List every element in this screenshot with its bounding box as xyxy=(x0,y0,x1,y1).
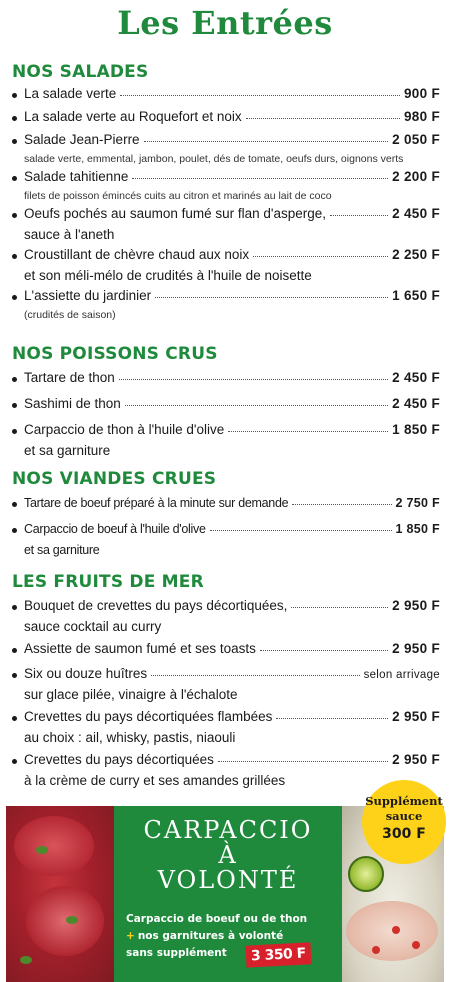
item-description: sauce cocktail au curry xyxy=(24,619,162,634)
menu-item xyxy=(0,752,450,790)
banner-desc-line: sans supplément xyxy=(126,947,227,959)
bullet-icon xyxy=(12,759,17,764)
item-description: sauce à l'aneth xyxy=(24,227,115,242)
menu-item xyxy=(0,641,450,661)
menu-item xyxy=(0,666,450,704)
section-poissons-crus xyxy=(0,342,450,460)
banner-title-line: À xyxy=(218,841,238,869)
item-name: Crevettes du pays décortiquées flambées xyxy=(24,709,273,724)
item-name: Sashimi de thon xyxy=(24,396,121,411)
item-price: 1 850 F xyxy=(392,422,440,437)
menu-item xyxy=(0,598,450,636)
dot-leader xyxy=(228,420,388,432)
item-name: Carpaccio de thon à l'huile d'olive xyxy=(24,422,225,437)
dot-leader xyxy=(132,167,388,179)
beef-carpaccio-photo xyxy=(6,806,114,982)
item-name: Bouquet de crevettes du pays décortiquées, xyxy=(24,598,288,613)
item-description: salade verte, emmental, jambon, poulet, dés de tomate, oeufs durs, oignons verts xyxy=(24,153,404,165)
tomato-dice xyxy=(372,946,380,954)
dot-leader xyxy=(276,707,388,719)
item-description: à la crème de curry et ses amandes grillées xyxy=(24,773,286,788)
section-title: NOS POISSONS CRUS xyxy=(12,344,218,364)
banner-desc-text: nos garnitures à volonté xyxy=(137,930,284,942)
lime-slice xyxy=(348,856,384,892)
item-description: (crudités de saison) xyxy=(24,309,116,321)
dot-leader xyxy=(120,84,400,96)
meat-slice xyxy=(26,886,104,956)
item-description: et sa garniture xyxy=(24,443,111,458)
bullet-icon xyxy=(12,673,17,678)
dot-leader xyxy=(151,664,359,676)
dot-leader xyxy=(210,519,392,531)
menu-item xyxy=(0,495,450,515)
item-price: 900 F xyxy=(403,86,440,101)
banner-promo-panel xyxy=(114,806,342,982)
supplement-label: Supplément xyxy=(365,794,443,808)
tomato-dice xyxy=(412,941,420,949)
item-name: Oeufs pochés au saumon fumé sur flan d'asperge, xyxy=(24,206,327,221)
menu-item xyxy=(0,247,450,285)
item-price: 2 950 F xyxy=(392,641,440,656)
item-name: La salade verte au Roquefort et noix xyxy=(24,109,242,124)
section-title: NOS SALADES xyxy=(12,62,149,82)
bullet-icon xyxy=(12,605,17,610)
bullet-icon xyxy=(12,116,17,121)
item-name: Salade Jean-Pierre xyxy=(24,132,140,147)
bullet-icon xyxy=(12,429,17,434)
menu-item xyxy=(0,206,450,244)
dot-leader xyxy=(218,750,388,762)
banner-title-line: VOLONTÉ xyxy=(157,866,299,894)
item-name: Carpaccio de boeuf à l'huile d'olive xyxy=(24,522,206,536)
item-price: 2 950 F xyxy=(392,709,440,724)
section-title: NOS VIANDES CRUES xyxy=(12,469,217,489)
menu-item xyxy=(0,86,450,106)
herb-leaf xyxy=(66,916,78,924)
section-viandes-crues xyxy=(0,467,450,559)
dot-leader xyxy=(119,368,388,380)
item-name: La salade verte xyxy=(24,86,117,101)
item-price: 2 750 F xyxy=(395,496,440,510)
menu-item xyxy=(0,396,450,416)
menu-item xyxy=(0,288,450,322)
herb-leaf xyxy=(36,846,48,854)
item-price: 1 850 F xyxy=(395,522,440,536)
bullet-icon xyxy=(12,254,17,259)
item-price: 2 950 F xyxy=(392,752,440,767)
item-price: 2 250 F xyxy=(392,247,440,262)
dot-leader xyxy=(246,107,400,119)
dot-leader xyxy=(330,204,388,216)
bullet-icon xyxy=(12,93,17,98)
bullet-icon xyxy=(12,176,17,181)
bullet-icon xyxy=(12,403,17,408)
item-description: et son méli-mélo de crudités à l'huile de noisette xyxy=(24,268,312,283)
item-price: 980 F xyxy=(403,109,440,124)
supplement-label: sauce xyxy=(385,809,423,823)
item-price: 2 050 F xyxy=(392,132,440,147)
item-name: Tartare de thon xyxy=(24,370,115,385)
plus-icon: + xyxy=(126,930,135,942)
menu-item xyxy=(0,169,450,203)
section-title: LES FRUITS DE MER xyxy=(12,572,204,592)
bullet-icon xyxy=(12,716,17,721)
item-name: Crevettes du pays décortiquées xyxy=(24,752,214,767)
herb-leaf xyxy=(20,956,32,964)
item-price: 2 450 F xyxy=(392,206,440,221)
item-description: sur glace pilée, vinaigre à l'échalote xyxy=(24,687,238,702)
bullet-icon xyxy=(12,528,17,533)
menu-item xyxy=(0,709,450,747)
supplement-badge xyxy=(362,780,446,864)
dot-leader xyxy=(144,130,389,142)
menu-item xyxy=(0,109,450,129)
menu-item xyxy=(0,132,450,166)
bullet-icon xyxy=(12,295,17,300)
item-price: 1 650 F xyxy=(392,288,440,303)
item-name: Croustillant de chèvre chaud aux noix xyxy=(24,247,250,262)
dot-leader xyxy=(292,493,391,505)
menu-item xyxy=(0,521,450,559)
item-price: 2 200 F xyxy=(392,169,440,184)
dot-leader xyxy=(253,245,388,257)
meat-slice xyxy=(14,816,94,876)
section-salades xyxy=(0,60,450,322)
section-fruits-de-mer xyxy=(0,570,450,790)
item-name: Assiette de saumon fumé et ses toasts xyxy=(24,641,256,656)
banner-desc-line: Carpaccio de boeuf ou de thon xyxy=(126,913,308,925)
item-price: 2 450 F xyxy=(392,370,440,385)
item-name: Six ou douze huîtres xyxy=(24,666,148,681)
banner-price-tag: 3 350 F xyxy=(245,942,311,967)
bullet-icon xyxy=(12,139,17,144)
menu-item xyxy=(0,370,450,390)
item-name: Tartare de boeuf préparé à la minute sur demande xyxy=(24,496,289,510)
item-name: L'assiette du jardinier xyxy=(24,288,152,303)
dot-leader xyxy=(155,286,388,298)
page-title: Les Entrées xyxy=(117,4,333,42)
item-description: et sa garniture xyxy=(24,543,100,557)
item-name: Salade tahitienne xyxy=(24,169,129,184)
banner-title xyxy=(114,818,342,893)
item-price: selon arrivage xyxy=(363,669,440,681)
dot-leader xyxy=(291,596,388,608)
item-description: filets de poisson émincés cuits au citron et marinés au lait de coco xyxy=(24,190,332,202)
dot-leader xyxy=(260,639,388,651)
bullet-icon xyxy=(12,377,17,382)
item-price: 2 450 F xyxy=(392,396,440,411)
bullet-icon xyxy=(12,648,17,653)
bullet-icon xyxy=(12,213,17,218)
item-description: au choix : ail, whisky, pastis, niaouli xyxy=(24,730,236,745)
banner-title-line: CARPACCIO xyxy=(143,816,313,844)
bullet-icon xyxy=(12,502,17,507)
dot-leader xyxy=(125,394,388,406)
tomato-dice xyxy=(392,926,400,934)
supplement-price: 300 F xyxy=(382,826,426,842)
item-price: 2 950 F xyxy=(392,598,440,613)
menu-item xyxy=(0,422,450,460)
